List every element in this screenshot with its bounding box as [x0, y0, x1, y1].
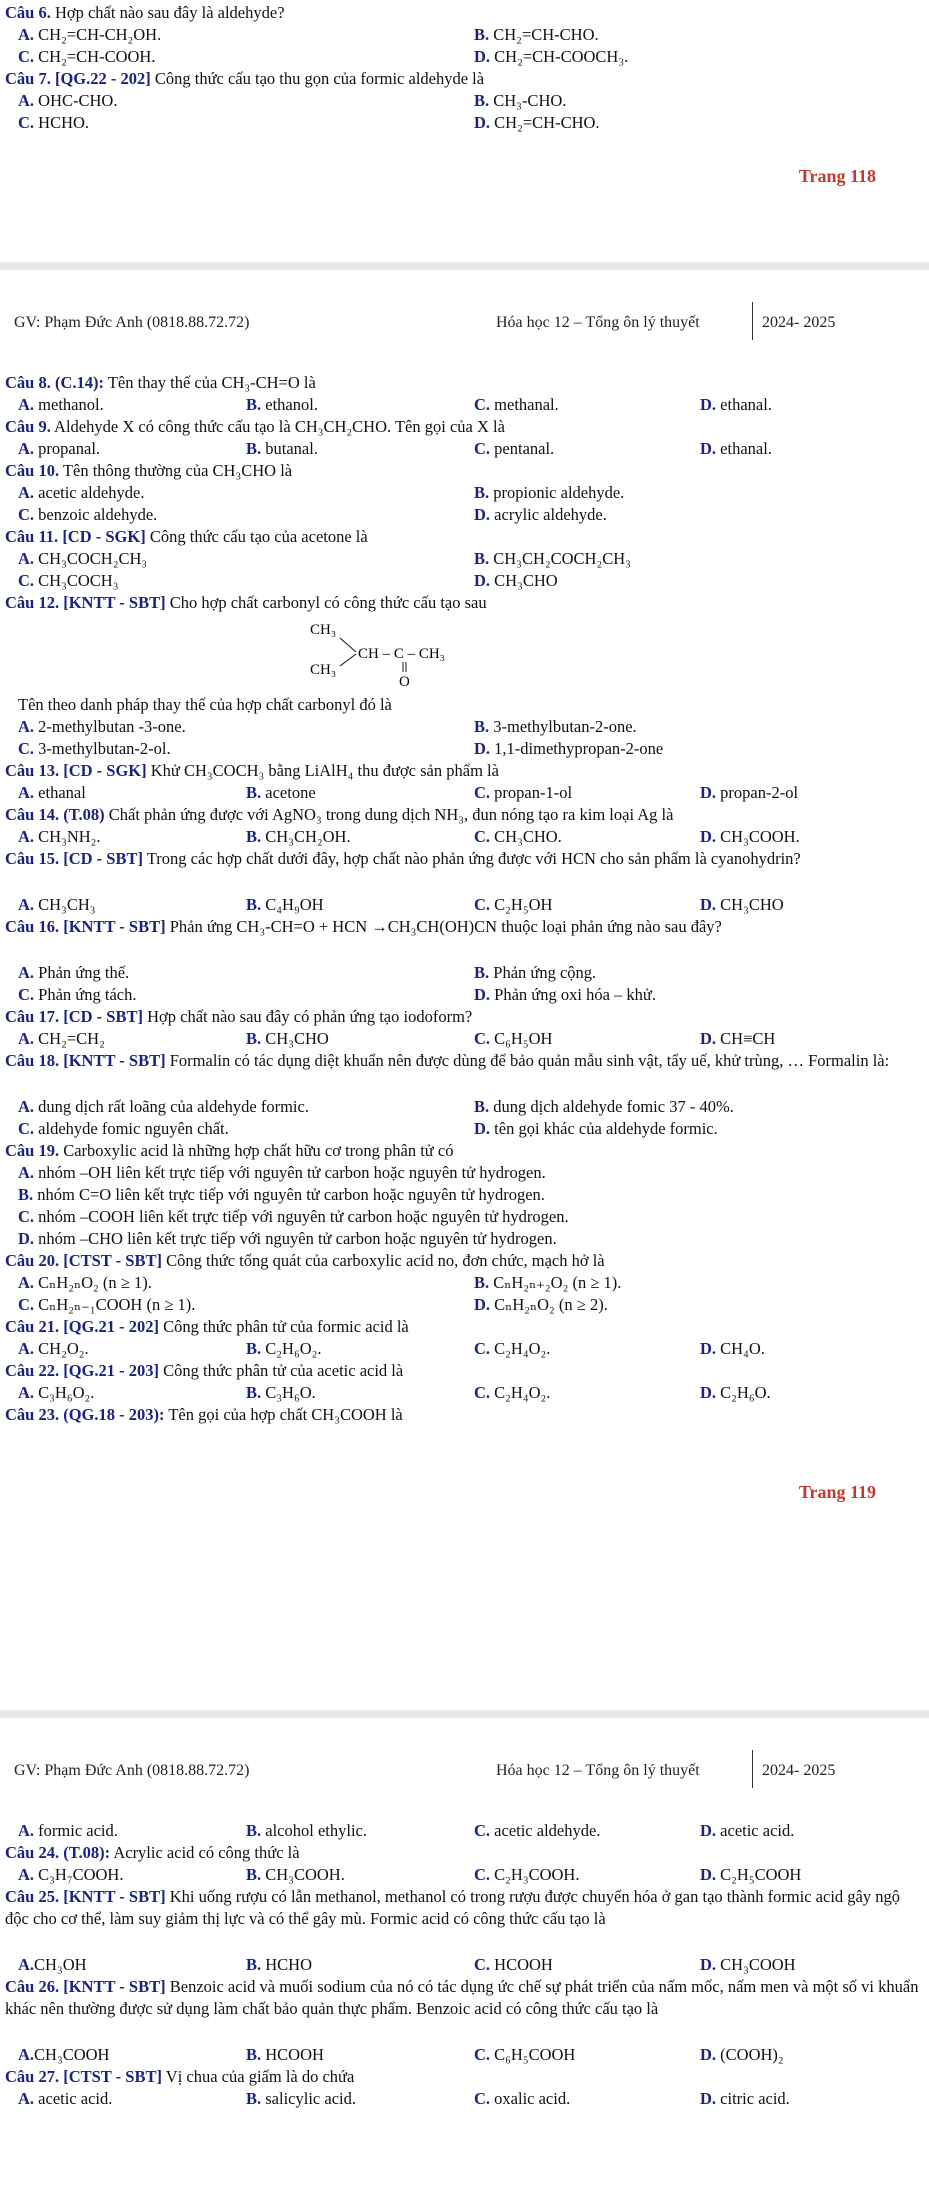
- option-a: A. acetic acid.: [18, 2089, 113, 2108]
- option-d: D. CH≡CH: [700, 1029, 776, 1048]
- option-a: A.CH₃OH: [18, 1955, 87, 1974]
- option-b: B. CH₃CH₂OH.: [246, 827, 351, 846]
- option-b: B. Phản ứng cộng.: [474, 963, 597, 982]
- option-b: B. salicylic acid.: [246, 2089, 356, 2108]
- option-d: D. ethanal.: [700, 395, 772, 414]
- option-c: C. aldehyde fomic nguyên chất.: [18, 1119, 229, 1138]
- option-d: D. ethanal.: [700, 439, 772, 458]
- option-c: C. oxalic acid.: [474, 2089, 571, 2108]
- option-c: C. C₂H₄O₂.: [474, 1383, 551, 1402]
- structure-ch3-top: CH₃: [310, 622, 337, 638]
- option-a: A. 2-methylbutan -3-one.: [18, 717, 186, 736]
- option-c: C. benzoic aldehyde.: [18, 505, 158, 524]
- option-d: D. C₂H₅COOH: [700, 1865, 802, 1884]
- option-c: C. C₂H₄O₂.: [474, 1339, 551, 1358]
- option-c: C. C₆H₅COOH: [474, 2045, 576, 2064]
- question-23: Câu 23. (QG.18 - 203): Tên gọi của hợp chất CH₃COOH là: [5, 1405, 403, 1424]
- page-119: [0, 270, 929, 1710]
- question-10: Câu 10. Tên thông thường của CH₃CHO là: [5, 461, 293, 480]
- option-a: A. methanol.: [18, 395, 104, 414]
- question-21: Câu 21. [QG.21 - 202] Công thức phân tử của formic acid là: [5, 1317, 409, 1336]
- question-7: Câu 7. [QG.22 - 202] Công thức cấu tạo thu gọn của formic aldehyde là: [5, 69, 485, 88]
- question-6: [5, 2, 285, 24]
- carbonyl-structure: [310, 616, 510, 690]
- option-d: D. CH₃COOH: [700, 1955, 796, 1974]
- option-d: D. CH₃CHO: [474, 571, 558, 590]
- structure-oxygen: O: [399, 674, 410, 690]
- question-19: Câu 19. Carboxylic acid là những hợp chất hữu cơ trong phân tử có: [5, 1141, 454, 1160]
- option-c: C. methanal.: [474, 395, 559, 414]
- option-a: A. CH₃NH₂.: [18, 827, 101, 846]
- option-c: C. HCHO.: [18, 113, 90, 132]
- header-year: 2024- 2025: [762, 314, 836, 331]
- option-b: B. C₄H₉OH: [246, 895, 324, 914]
- option-c: C. pentanal.: [474, 439, 555, 458]
- option-b: B. 3-methylbutan-2-one.: [474, 717, 637, 736]
- question-17: Câu 17. [CD - SBT] Hợp chất nào sau đây có phản ứng tạo iodoform?: [5, 1007, 473, 1026]
- option-a: A. CH₂O₂.: [18, 1339, 89, 1358]
- option-b: B. acetone: [246, 783, 316, 802]
- header-divider: [752, 1750, 753, 1788]
- option-d: D. CH₃COOH.: [700, 827, 800, 846]
- option-a: A.CH₃COOH: [18, 2045, 110, 2064]
- question-14: Câu 14. (T.08) Chất phản ứng được với AgNO₃ trong dung dịch NH₃, đun nóng tạo ra kim loại Ag là: [5, 805, 674, 824]
- question-12: Câu 12. [KNTT - SBT] Cho hợp chất carbonyl có công thức cấu tạo sau: [5, 593, 487, 612]
- option-a: A. propanal.: [18, 439, 101, 458]
- option-d: D. C₂H₆O.: [700, 1383, 771, 1402]
- option-c: C. CH₃CHO.: [474, 827, 562, 846]
- option-d: D. CH₂=CH-CHO.: [474, 113, 600, 132]
- option-b: B. CH₃COOH.: [246, 1865, 345, 1884]
- question-16: Câu 16. [KNTT - SBT] Phản ứng CH₃-CH=O + HCN →CH₃CH(OH)CN thuộc loại phản ứng nào sau đây?: [5, 917, 722, 936]
- header-year: 2024- 2025: [762, 1762, 836, 1779]
- option-a: A. acetic aldehyde.: [18, 483, 145, 502]
- header-subject: Hóa học 12 – Tổng ôn lý thuyết: [496, 314, 700, 331]
- option-c: C. CH₃COCH₃: [18, 571, 119, 590]
- question-number: Câu 6.: [5, 3, 51, 22]
- option-a: A. Phản ứng thế.: [18, 963, 130, 982]
- option-b: B. C₃H₆O.: [246, 1383, 316, 1402]
- option-a: A. dung dịch rất loãng của aldehyde formic.: [18, 1097, 309, 1116]
- question-9: Câu 9. Aldehyde X có công thức cấu tạo là CH₃CH₂CHO. Tên gọi của X là: [5, 417, 505, 436]
- option-c: C. C₂H₃COOH.: [474, 1865, 580, 1884]
- option-a: A. OHC-CHO.: [18, 91, 118, 110]
- question-18: Câu 18. [KNTT - SBT] Formalin có tác dụng diệt khuẩn nên được dùng để bảo quản mẫu sinh vật, tẩy uế, khử trùng, … Formalin là:: [5, 1051, 890, 1070]
- question-22: Câu 22. [QG.21 - 203] Công thức phân tử của acetic acid là: [5, 1361, 404, 1380]
- option-a: A. CH₂=CH₂: [18, 1029, 105, 1048]
- option-d: D. 1,1-dimethypropan-2-one: [474, 739, 664, 758]
- option-b: B. butanal.: [246, 439, 318, 458]
- page-number-118: Trang 118: [798, 166, 876, 186]
- option-c: C. HCOOH: [474, 1955, 553, 1974]
- question-8: Câu 8. (C.14): Tên thay thế của CH₃-CH=O là: [5, 373, 316, 392]
- header-subject: Hóa học 12 – Tổng ôn lý thuyết: [496, 1762, 700, 1779]
- option-c: C. C₂H₅OH: [474, 895, 553, 914]
- header-author: GV: Phạm Đức Anh (0818.88.72.72): [14, 314, 250, 331]
- option-a: A. formic acid.: [18, 1821, 118, 1840]
- structure-ch3-bottom: CH₃: [310, 662, 337, 678]
- option-b: B. alcohol ethylic.: [246, 1821, 367, 1840]
- option-d: D. CH₄O.: [700, 1339, 765, 1358]
- option-c: C. CₙH₂ₙ₋₁COOH (n ≥ 1).: [18, 1295, 196, 1314]
- option-a: A. CₙH₂ₙO₂ (n ≥ 1).: [18, 1273, 152, 1292]
- option-d: D. nhóm –CHO liên kết trực tiếp với nguyên tử carbon hoặc nguyên tử hydrogen.: [18, 1229, 557, 1248]
- page-gap: [0, 1710, 929, 1718]
- option-d: D. acrylic aldehyde.: [474, 505, 607, 524]
- option-d: D. tên gọi khác của aldehyde formic.: [474, 1119, 718, 1138]
- option-a: A. CH₂=CH-CH₂OH.: [18, 25, 162, 44]
- page-118-bottom: [0, 0, 929, 262]
- option-d: D. citric acid.: [700, 2089, 790, 2108]
- header-author: GV: Phạm Đức Anh (0818.88.72.72): [14, 1762, 250, 1779]
- option-b: B. propionic aldehyde.: [474, 483, 625, 502]
- option-b: B. C₂H₆O₂.: [246, 1339, 322, 1358]
- option-b: B. HCHO: [246, 1955, 313, 1974]
- option-b: B. ethanol.: [246, 395, 318, 414]
- page-number-119: Trang 119: [798, 1482, 876, 1502]
- option-a: A. CH₃CH₃: [18, 895, 96, 914]
- page-gap: [0, 262, 929, 270]
- option-b: B. CH₃CHO: [246, 1029, 329, 1048]
- option-d: D. CH₂=CH-COOCH₃.: [474, 47, 629, 66]
- question-24: Câu 24. (T.08): Acrylic acid có công thức là: [5, 1843, 300, 1862]
- question-text: Hợp chất nào sau đây là aldehyde?: [50, 3, 285, 22]
- option-b: B. CH₃CH₂COCH₂CH₃: [474, 549, 631, 568]
- option-c: C. nhóm –COOH liên kết trực tiếp với nguyên tử carbon hoặc nguyên tử hydrogen.: [18, 1207, 569, 1226]
- question-12-subtext: Tên theo danh pháp thay thế của hợp chất carbonyl đó là: [18, 695, 392, 714]
- option-c: C. propan-1-ol: [474, 783, 573, 802]
- option-c: C. C₆H₅OH: [474, 1029, 553, 1048]
- option-c: C. 3-methylbutan-2-ol.: [18, 739, 171, 758]
- question-26: Câu 26. [KNTT - SBT] Benzoic acid và muối sodium của nó có tác dụng ức chế sự phát triển của nấm mốc, nấm men và một số vi khuẩn khác nên thường được sử dụng làm chất bảo quản thực phẩm. Benzoic acid có công thức cấu tạo là: [5, 1977, 919, 2018]
- option-c: C. acetic aldehyde.: [474, 1821, 601, 1840]
- option-d: D. propan-2-ol: [700, 783, 799, 802]
- option-d: D. (COOH)₂: [700, 2045, 784, 2064]
- option-b: B. CₙH₂ₙ₊₂O₂ (n ≥ 1).: [474, 1273, 622, 1292]
- option-d: D. acetic acid.: [700, 1821, 795, 1840]
- option-b: B. HCOOH: [246, 2045, 324, 2064]
- page-120-top: [0, 1718, 929, 2201]
- question-13: Câu 13. [CD - SGK] Khử CH₃COCH₃ bằng LiAlH₄ thu được sản phẩm là: [5, 761, 499, 780]
- option-b: B. CH₂=CH-CHO.: [474, 25, 599, 44]
- option-a: A. CH₃COCH₂CH₃: [18, 549, 148, 568]
- structure-bond-up: [340, 638, 356, 652]
- question-25: Câu 25. [KNTT - SBT] Khi uống rượu có lẫn methanol, methanol có trong rượu được chuyển hóa ở gan tạo thành formic acid gây ngộ độc cho cơ thể, làm suy giảm thị lực và có thể gây mù. Formic acid có công thức cấu tạo là: [5, 1887, 900, 1928]
- question-15: Câu 15. [CD - SBT] Trong các hợp chất dưới đây, hợp chất nào phản ứng được với HCN cho sản phẩm là cyanohydrin?: [5, 849, 801, 868]
- option-b: B. nhóm C=O liên kết trực tiếp với nguyên tử carbon hoặc nguyên tử hydrogen.: [18, 1185, 545, 1204]
- question-11: Câu 11. [CD - SGK] Công thức cấu tạo của acetone là: [5, 527, 368, 546]
- option-b: B. dung dịch aldehyde fomic 37 - 40%.: [474, 1097, 734, 1116]
- option-a: A. ethanal: [18, 783, 86, 802]
- option-a: A. C₃H₇COOH.: [18, 1865, 124, 1884]
- structure-bond-down: [340, 654, 356, 666]
- option-c: C. CH₂=CH-COOH.: [18, 47, 156, 66]
- question-20: Câu 20. [CTST - SBT] Công thức tổng quát của carboxylic acid no, đơn chức, mạch hở là: [5, 1251, 605, 1270]
- structure-main-chain: CH – C – CH₃: [358, 646, 445, 662]
- question-27: Câu 27. [CTST - SBT] Vị chua của giấm là do chứa: [5, 2067, 355, 2086]
- option-d: D. CₙH₂ₙO₂ (n ≥ 2).: [474, 1295, 608, 1314]
- option-a: A. C₃H₆O₂.: [18, 1383, 95, 1402]
- option-c: C. Phản ứng tách.: [18, 985, 137, 1004]
- header-divider: [752, 302, 753, 340]
- option-b: B. CH₃-CHO.: [474, 91, 567, 110]
- option-a: A. nhóm –OH liên kết trực tiếp với nguyên tử carbon hoặc nguyên tử hydrogen.: [18, 1163, 546, 1182]
- option-d: D. Phản ứng oxi hóa – khử.: [474, 985, 656, 1004]
- option-d: D. CH₃CHO: [700, 895, 784, 914]
